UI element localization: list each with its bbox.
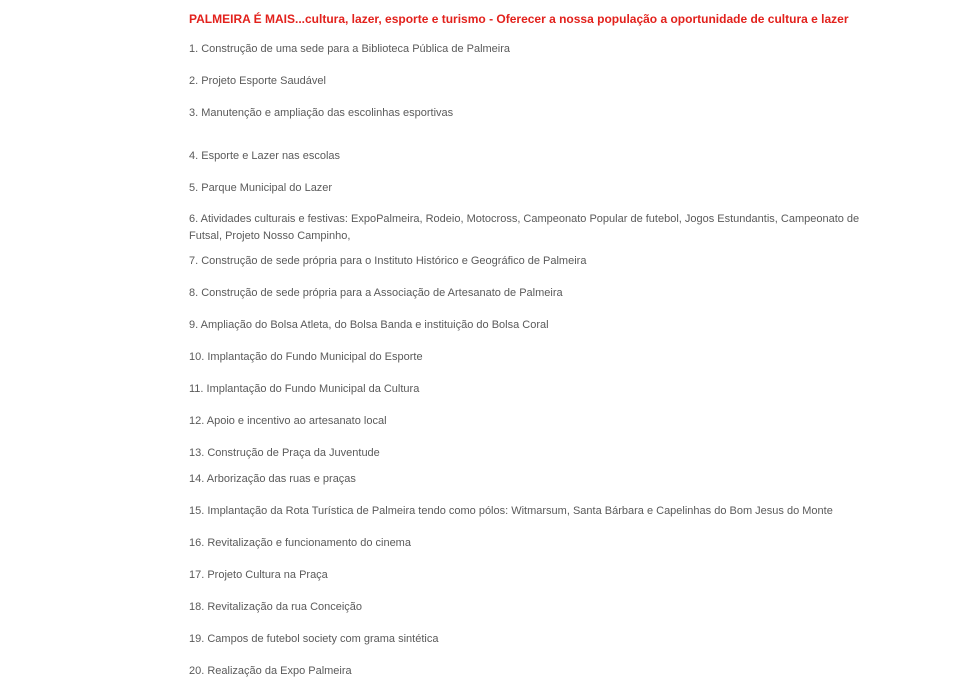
list-item: 17. Projeto Cultura na Praça [189,569,328,581]
list-item: 11. Implantação do Fundo Municipal da Cultura [189,383,420,395]
list-item: 4. Esporte e Lazer nas escolas [189,150,341,162]
list-item: 6. Atividades culturais e festivas: ExpoPalmeira, Rodeio, Motocross, Campeonato Popular de futebol, Jogos Estundantis, Campeonato de Futsal, Projeto Nosso Campinho, [189,213,860,242]
list-item: 12. Apoio e incentivo ao artesanato local [189,415,387,427]
list-item: 1. Construção de uma sede para a Biblioteca Pública de Palmeira [189,43,511,55]
list-item: 8. Construção de sede própria para a Associação de Artesanato de Palmeira [189,287,563,299]
list-item: 7. Construção de sede própria para o Instituto Histórico e Geográfico de Palmeira [189,255,587,267]
list-item: 18. Revitalização da rua Conceição [189,601,363,613]
list-item: 10. Implantação do Fundo Municipal do Esporte [189,351,423,363]
list-item: 16. Revitalização e funcionamento do cinema [189,537,411,549]
list-item: 2. Projeto Esporte Saudável [189,75,326,87]
list-item: 20. Realização da Expo Palmeira [189,665,352,677]
list-item: 14. Arborização das ruas e praças [189,473,356,485]
list-item: 15. Implantação da Rota Turística de Palmeira tendo como pólos: Witmarsum, Santa Bárbara e Capelinhas do Bom Jesus do Monte [189,505,833,517]
list-item: 19. Campos de futebol society com grama sintética [189,633,439,645]
list-item: 3. Manutenção e ampliação das escolinhas esportivas [189,107,454,119]
list-item: 9. Ampliação do Bolsa Atleta, do Bolsa Banda e instituição do Bolsa Coral [189,319,549,331]
list-item: 13. Construção de Praça da Juventude [189,447,380,459]
page-title: PALMEIRA É MAIS...cultura, lazer, esporte e turismo - Oferecer a nossa população a oportunidade de cultura e lazer [189,12,849,26]
list-item: 5. Parque Municipal do Lazer [189,182,333,194]
